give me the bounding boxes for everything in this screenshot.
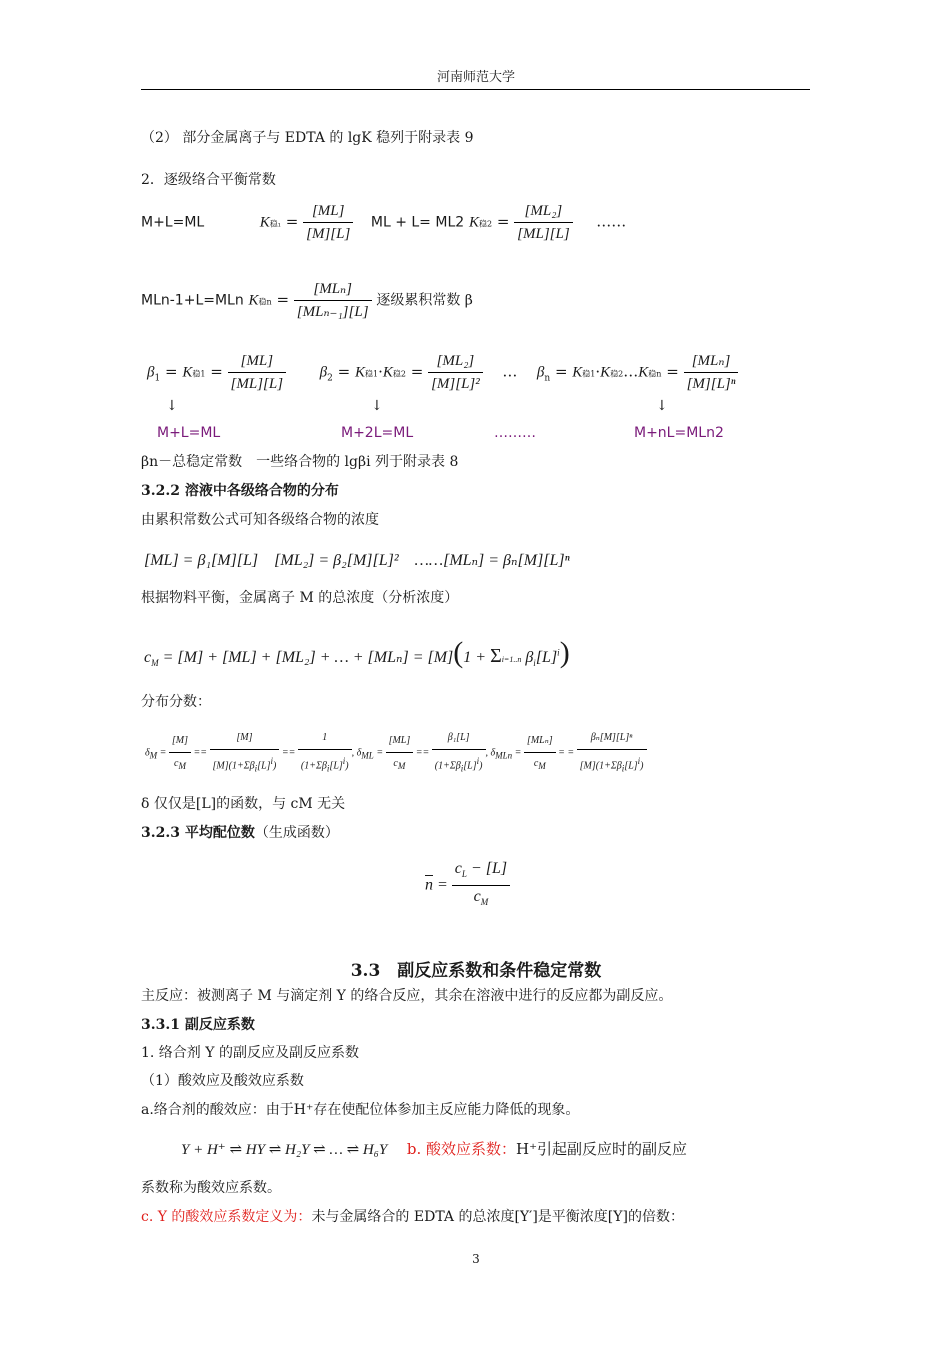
kn-fraction: $\frac{\text{[MLₙ]}}{\text{[MLₙ₋₁][L]}}$ (294, 278, 372, 323)
down-arrow-icon: ↓ (371, 398, 383, 414)
down-arrow-icon: ↓ (166, 398, 178, 414)
section-3-2-3: 3.2.3 平均配位数（生成函数） (141, 825, 339, 841)
average-coordination-equation: $\overline{n}$ = $\frac{c_L - [L]}{c_M}$ (425, 858, 510, 913)
section-3-3-1: 3.3.1 副反应系数 (141, 1017, 255, 1033)
text-line-3: βn－总稳定常数 一些络合物的 lgβi 列于附录表 8 (141, 454, 459, 470)
eq1-left: M+L=ML (141, 214, 205, 231)
text-line-10: （1）酸效应及酸效应系数 (141, 1073, 304, 1089)
text-line-8: 主反应：被测离子 M 与滴定剂 Y 的络合反应，其余在溶液中进行的反应都为副反应。 (141, 988, 673, 1004)
text-line-14: c. Y 的酸效应系数定义为：未与金属络合的 EDTA 的总浓度[Y′]是平衡浓度[Y]的倍数： (141, 1209, 684, 1225)
text-line-5: 根据物料平衡，金属离子 M 的总浓度（分析浓度） (141, 590, 459, 606)
text-line-4: 由累积常数公式可知各级络合物的浓度 (141, 512, 379, 528)
total-concentration-equation: $c_M = [M] + [ML] + [ML_2]$ + … + [MLₙ] = [M](1 + Σi=1..n $\beta_i[L]^i$) (144, 636, 570, 669)
text-line-13: 系数称为酸效应系数。 (141, 1180, 281, 1196)
text-line-12: Y + H⁺ ⇌ HY ⇌ H₂Y ⇌ … ⇌ H₆Y b. 酸效应系数：H⁺引起副反应时的副反应 (181, 1140, 687, 1158)
reaction-label-3: ……… (494, 425, 536, 441)
page-header: 河南师范大学 (436, 70, 515, 85)
beta-dots: … (502, 362, 518, 381)
text-line-1: （2） 部分金属离子与 EDTA 的 lgK 稳列于附录表 9 (141, 130, 474, 146)
eq1-dots: …… (596, 212, 627, 231)
text-line-11: a.络合剂的酸效应：由于H⁺存在使配位体参加主反应能力降低的现象。 (141, 1102, 580, 1118)
text-line-2: 2．逐级络合平衡常数 (141, 172, 276, 188)
reaction-label-1: M+L=ML (157, 425, 221, 441)
page-number: 3 (472, 1252, 480, 1266)
equation-row-2: MLn-1+L=MLn K稳n = $\frac{\text{[MLₙ]}}{\text{[MLₙ₋₁][L]}}$ 逐级累积常数 β (141, 278, 473, 323)
eq2-left: MLn-1+L=MLn (141, 292, 244, 309)
reaction-label-4: M+nL=MLn2 (634, 425, 724, 441)
header-rule (141, 89, 810, 90)
text-line-6: 分布分数： (141, 694, 211, 710)
section-3-2-2: 3.2.2 溶液中各级络合物的分布 (141, 483, 339, 499)
section-title-3-3: 3.3 副反应系数和条件稳定常数 (350, 961, 602, 981)
k2-fraction: $\frac{\text{[ML₂]}}{[ML][L]}$ (514, 200, 573, 245)
text-line-9: 1. 络合剂 Y 的副反应及副反应系数 (141, 1045, 359, 1061)
concentration-equation: [ML] = β₁[M][L] [ML₂] = β₂[M][L]² ……[MLₙ] = βₙ[M][L]ⁿ (144, 552, 570, 569)
beta-equations: $\beta_1 = K$稳1 = $\frac{[ML]}{[ML][L]}$ $\beta_2 = K$稳1·K稳2 = $\frac{\text{[ML₂]}}{\text{[M][L]²}}$ … $\beta_n = K$稳1·K稳2…K稳n = $\frac{\text{[MLₙ]}}{\text{[M][L]ⁿ}}$ (147, 350, 738, 395)
eq1-mid: ML + L= ML2 (370, 214, 465, 231)
distribution-fraction-equations: $\delta_M$ = $\frac{[M]}{c_M}$ == $\frac{[M]}{[M](1+\Sigma\beta_i[L]^i)}$ == $\frac{1}{(1+\Sigma\beta_i[L]^i)}$ , $\delta_{ML}$ = $\frac{[ML]}{c_M}$ == $\frac{\text{β₁[L]}}{(1+\Sigma\beta_i[L]^i)}$ , $\delta_{MLn}$ = $\frac{\text{[MLₙ]}}{c_M}$ = = $\frac{\text{βₙ[M][L]ⁿ}}{[M](1+\Sigma\beta_i[L]^i)}$ (145, 727, 647, 779)
k1-fraction: $\frac{[ML]}{[M][L]}$ (303, 200, 353, 245)
down-arrow-icon: ↓ (656, 398, 668, 414)
reaction-label-2: M+2L=ML (341, 425, 414, 441)
text-line-7: δ 仅仅是[L]的函数，与 cM 无关 (141, 796, 346, 812)
eq2-right: 逐级累积常数 β (376, 292, 473, 309)
equation-row-1: M+L=ML K稳₁ = $\frac{[ML]}{[M][L]}$ ML + L= ML2 K稳2 = $\frac{\text{[ML₂]}}{[ML][L]}$ …… (141, 200, 626, 245)
